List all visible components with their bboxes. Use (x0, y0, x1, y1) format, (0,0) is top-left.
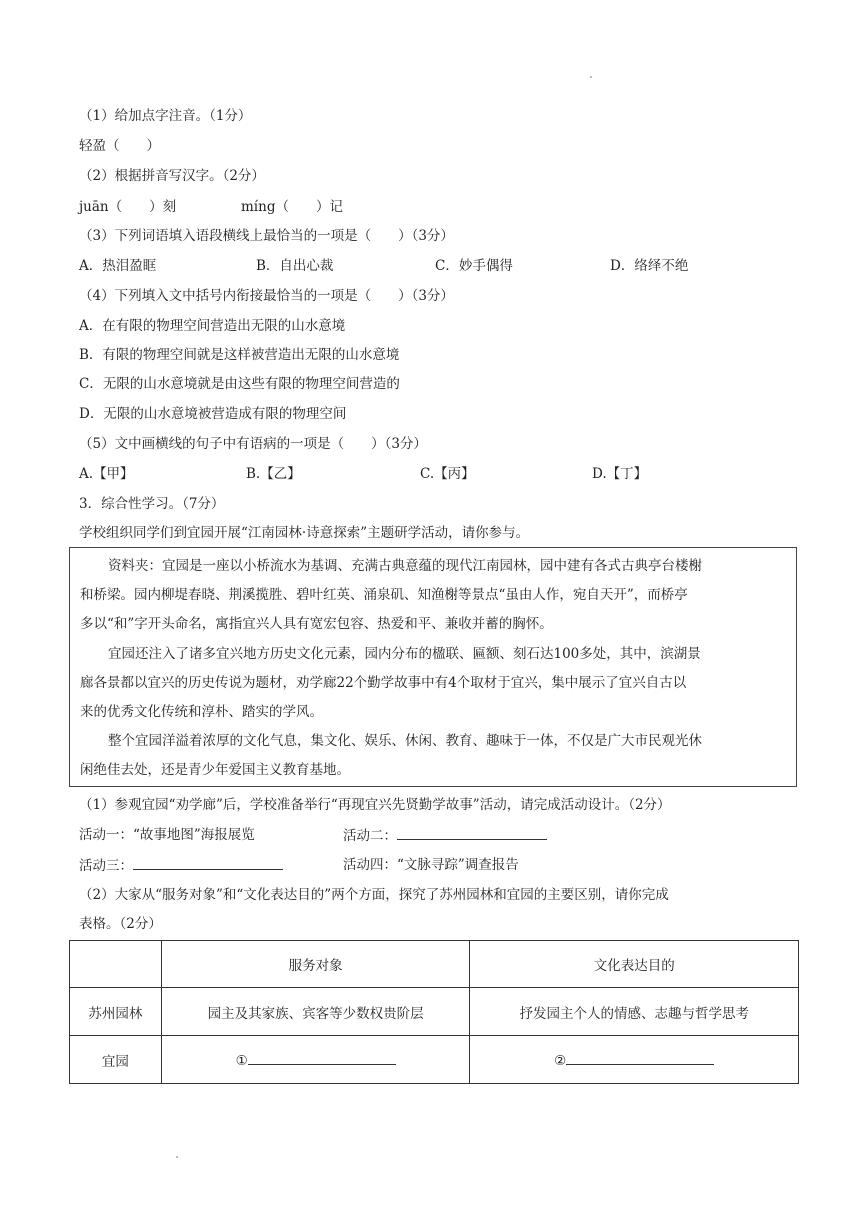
activity-2-text: 活动二： (343, 828, 397, 844)
q2-sub2-item-b: míng（ ）记 (241, 199, 343, 215)
q2-sub3-option-c: C．妙手偶得 (435, 258, 513, 274)
material-line: 整个宜园洋溢着浓厚的文化气息，集文化、娱乐、休闲、教育、趣味于一体，不仅是广大市民观光休 (108, 733, 702, 749)
table-header-cell: 服务对象 (161, 941, 470, 988)
q2-sub4-option-c: C．无限的山水意境就是由这些有限的物理空间营造的 (79, 376, 400, 392)
q2-sub3-option-a: A．热泪盈眶 (79, 258, 157, 274)
q2-sub1-item: 轻盈（ ） (79, 138, 160, 154)
q3-sub1-prompt: （1）参观宜园“劝学廊”后，学校准备举行“再现宜兴先贤勤学故事”活动，请完成活动设计。（2分） (79, 797, 671, 813)
activity-2-blank[interactable] (397, 825, 547, 840)
table-header-cell: 文化表达目的 (470, 941, 799, 988)
material-line: 廊各景都以宜兴的历史传说为题材，劝学廊22个勤学故事中有4个取材于宜兴，集中展示了宜兴自古以 (80, 675, 687, 691)
answer-blank-2[interactable] (566, 1050, 714, 1065)
table-row (70, 1036, 799, 1084)
activity-3-blank[interactable] (133, 855, 283, 870)
table-cell: 抒发园主个人的情感、志趣与哲学思考 (470, 988, 799, 1036)
q2-sub5-option-a: A.【甲】 (79, 466, 134, 482)
activity-2-label (343, 825, 547, 846)
answer-marker-1: ① (235, 1053, 248, 1069)
q3-intro: 学校组织同学们到宜园开展“江南园林·诗意探索”主题研学活动，请你参与。 (79, 525, 530, 541)
table-header-cell (70, 941, 162, 988)
table-cell: 宜园 (70, 1036, 162, 1084)
material-line: 和桥梁。园内柳堤春晓、荆溪揽胜、碧叶红英、涌泉矶、知渔榭等景点“虽由人作，宛自天开”，而桥亭 (80, 587, 688, 603)
table-header-row (70, 941, 799, 988)
q2-sub4-option-b: B．有限的物理空间就是这样被营造出无限的山水意境 (79, 347, 400, 363)
q2-sub5-option-b: B.【乙】 (246, 466, 301, 482)
table-answer-cell-1[interactable] (161, 1036, 470, 1084)
activity-3-text: 活动三： (79, 858, 133, 874)
q2-sub4-option-a: A．在有限的物理空间营造出无限的山水意境 (79, 318, 346, 334)
material-line: 来的优秀文化传统和淳朴、踏实的学风。 (80, 704, 323, 720)
material-line: 宜园还注入了诸多宜兴地方历史文化元素，园内分布的楹联、匾额、刻石达100多处，其中，滨湖景 (108, 646, 701, 662)
q2-sub5-option-d: D.【丁】 (592, 466, 648, 482)
answer-blank-1[interactable] (248, 1050, 396, 1065)
table-row (70, 988, 799, 1036)
q2-sub4-prompt: （4）下列填入文中括号内衔接最恰当的一项是（ ）（3分） (79, 288, 454, 304)
q2-sub4-option-d: D．无限的山水意境被营造成有限的物理空间 (79, 406, 347, 422)
material-box (69, 547, 797, 787)
q3-title: 3．综合性学习。（7分） (79, 496, 225, 512)
q2-sub2-prompt: （2）根据拼音写汉字。（2分） (79, 168, 265, 184)
material-line: 资料夹：宜园是一座以小桥流水为基调、充满古典意蕴的现代江南园林，园中建有各式古典亭台楼榭 (108, 558, 702, 574)
q2-sub2-item-a: juān（ ）刻 (79, 199, 177, 215)
activity-1: 活动一：“故事地图”海报展览 (79, 827, 255, 843)
q2-sub3-prompt: （3）下列词语填入语段横线上最恰当的一项是（ ）（3分） (79, 228, 454, 244)
q2-sub3-option-d: D．络绎不绝 (610, 258, 689, 274)
q3-sub2-prompt: （2）大家从“服务对象”和“文化表达目的”两个方面，探究了苏州园林和宜园的主要区别，请你完成 (79, 887, 669, 903)
q2-sub5-option-c: C.【丙】 (420, 466, 475, 482)
q2-sub3-option-b: B．自出心裁 (256, 258, 334, 274)
q2-sub5-prompt: （5）文中画横线的句子中有语病的一项是（ ）（3分） (79, 436, 427, 452)
activity-3-label (79, 855, 283, 876)
answer-marker-2: ② (554, 1053, 567, 1069)
scan-speck (176, 1156, 178, 1158)
table-answer-cell-2[interactable] (470, 1036, 799, 1084)
table-cell: 苏州园林 (70, 988, 162, 1036)
activity-4: 活动四：“文脉寻踪”调查报告 (343, 857, 519, 873)
q3-sub2-prompt-cont: 表格。（2分） (79, 916, 162, 932)
material-line: 闲绝佳去处，还是青少年爱国主义教育基地。 (80, 762, 350, 778)
comparison-table (69, 940, 799, 1084)
table-cell: 园主及其家族、宾客等少数权贵阶层 (161, 988, 470, 1036)
material-line: 多以“和”字开头命名，寓指宜兴人具有宽宏包容、热爱和平、兼收并蓄的胸怀。 (80, 616, 553, 632)
q2-sub1-prompt: （1）给加点字注音。（1分） (79, 108, 252, 124)
scan-speck (590, 76, 592, 78)
